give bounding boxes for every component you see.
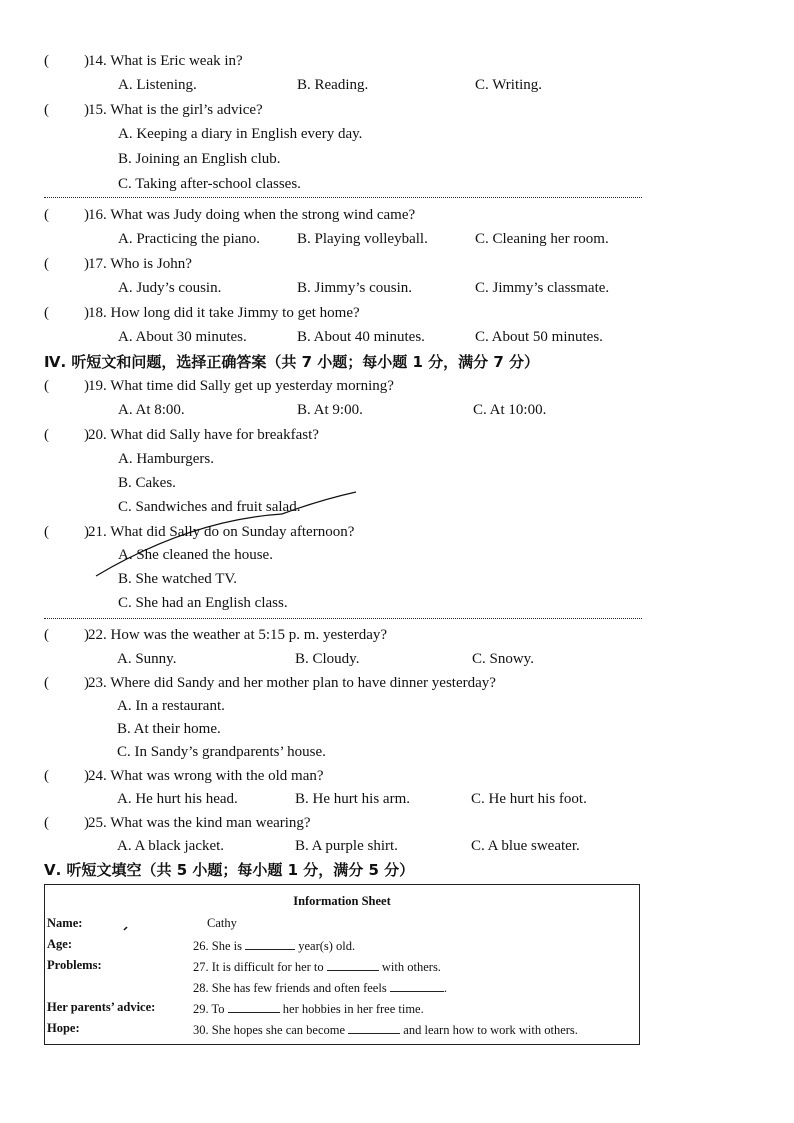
question-18-option-a[interactable]: A. About 30 minutes. xyxy=(118,329,247,345)
question-21: ( )21. What did Sally do on Sunday afternoon? xyxy=(44,524,355,540)
question-16: ( )16. What was Judy doing when the strong wind came? xyxy=(44,207,416,223)
question-14-option-b[interactable]: B. Reading. xyxy=(297,77,369,93)
question-22-option-a[interactable]: A. Sunny. xyxy=(117,651,177,667)
question-22: ( )22. How was the weather at 5:15 p. m. yesterday? xyxy=(44,627,388,643)
question-19-option-a[interactable]: A. At 8:00. xyxy=(118,402,185,418)
question-21-option-a[interactable]: A. She cleaned the house. xyxy=(118,547,273,563)
answer-blank-28[interactable] xyxy=(390,979,444,992)
question-17-option-b[interactable]: B. Jimmy’s cousin. xyxy=(297,280,413,296)
sheet-item-27: 27. It is difficult for her to with others. xyxy=(193,960,441,974)
question-19-option-b[interactable]: B. At 9:00. xyxy=(297,402,363,418)
sheet-label-hope: Hope: xyxy=(47,1021,80,1035)
question-25: ( )25. What was the kind man wearing? xyxy=(44,815,311,831)
question-23-option-b[interactable]: B. At their home. xyxy=(117,721,221,737)
question-14: ( )14. What is Eric weak in? xyxy=(44,53,243,69)
question-20: ( )20. What did Sally have for breakfast? xyxy=(44,427,319,443)
question-20-option-b[interactable]: B. Cakes. xyxy=(118,475,176,491)
divider xyxy=(44,618,642,619)
question-20-option-c[interactable]: C. Sandwiches and fruit salad. xyxy=(118,499,301,515)
question-17-option-a[interactable]: A. Judy’s cousin. xyxy=(118,280,222,296)
question-24-option-c[interactable]: C. He hurt his foot. xyxy=(471,791,587,807)
question-25-option-a[interactable]: A. A black jacket. xyxy=(117,838,225,854)
question-18-option-c[interactable]: C. About 50 minutes. xyxy=(475,329,603,345)
divider xyxy=(44,197,642,198)
sheet-label-problems: Problems: xyxy=(47,958,102,972)
sheet-label-age: Age: xyxy=(47,937,72,951)
question-18-option-b[interactable]: B. About 40 minutes. xyxy=(297,329,425,345)
question-16-option-a[interactable]: A. Practicing the piano. xyxy=(118,231,261,247)
answer-blank-26[interactable] xyxy=(245,937,295,950)
question-20-option-a[interactable]: A. Hamburgers. xyxy=(118,451,214,467)
sheet-label-parents-advice: Her parents’ advice: xyxy=(47,1000,156,1014)
question-16-option-c[interactable]: C. Cleaning her room. xyxy=(475,231,609,247)
sheet-item-30: 30. She hopes she can become and learn how to work with others. xyxy=(193,1023,578,1037)
question-22-option-b[interactable]: B. Cloudy. xyxy=(295,651,360,667)
question-16-option-b[interactable]: B. Playing volleyball. xyxy=(297,231,428,247)
answer-blank-30[interactable] xyxy=(348,1021,400,1034)
question-24: ( )24. What was wrong with the old man? xyxy=(44,768,324,784)
question-23: ( )23. Where did Sandy and her mother plan to have dinner yesterday? xyxy=(44,675,496,691)
question-15-option-a[interactable]: A. Keeping a diary in English every day. xyxy=(118,126,363,142)
question-14-option-a[interactable]: A. Listening. xyxy=(118,77,197,93)
sheet-label-name: Name: xyxy=(47,916,83,930)
question-24-option-b[interactable]: B. He hurt his arm. xyxy=(295,791,410,807)
question-14-option-c[interactable]: C. Writing. xyxy=(475,77,543,93)
sheet-value-name: Cathy xyxy=(207,916,237,930)
question-21-option-c[interactable]: C. She had an English class. xyxy=(118,595,288,611)
question-15-option-c[interactable]: C. Taking after-school classes. xyxy=(118,176,301,192)
question-21-option-b[interactable]: B. She watched TV. xyxy=(118,571,238,587)
question-18: ( )18. How long did it take Jimmy to get home? xyxy=(44,305,360,321)
question-25-option-b[interactable]: B. A purple shirt. xyxy=(295,838,398,854)
question-24-option-a[interactable]: A. He hurt his head. xyxy=(117,791,238,807)
question-15-option-b[interactable]: B. Joining an English club. xyxy=(118,151,281,167)
question-15: ( )15. What is the girl’s advice? xyxy=(44,102,263,118)
question-23-option-a[interactable]: A. In a restaurant. xyxy=(117,698,225,714)
question-22-option-c[interactable]: C. Snowy. xyxy=(472,651,534,667)
question-17: ( )17. Who is John? xyxy=(44,256,192,272)
information-sheet-title: Information Sheet xyxy=(293,894,391,908)
question-19-option-c[interactable]: C. At 10:00. xyxy=(473,402,547,418)
section-iv-heading: Ⅳ. 听短文和问题，选择正确答案（共 7 小题；每小题 1 分，满分 7 分） xyxy=(44,353,540,371)
answer-blank-27[interactable] xyxy=(327,958,379,971)
question-25-option-c[interactable]: C. A blue sweater. xyxy=(471,838,580,854)
information-sheet xyxy=(44,884,640,1045)
sheet-item-26: 26. She is year(s) old. xyxy=(193,939,356,953)
section-v-heading: Ⅴ. 听短文填空（共 5 小题；每小题 1 分，满分 5 分） xyxy=(44,861,415,879)
answer-blank-29[interactable] xyxy=(228,1000,280,1013)
question-17-option-c[interactable]: C. Jimmy’s classmate. xyxy=(475,280,610,296)
sheet-item-29: 29. To her hobbies in her free time. xyxy=(193,1002,424,1016)
question-23-option-c[interactable]: C. In Sandy’s grandparents’ house. xyxy=(117,744,326,760)
sheet-item-28: 28. She has few friends and often feels . xyxy=(193,981,447,995)
question-19: ( )19. What time did Sally get up yesterday morning? xyxy=(44,378,394,394)
